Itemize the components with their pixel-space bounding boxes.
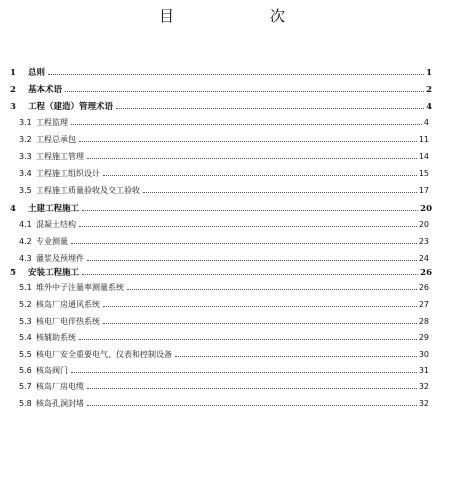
entry-page: 27 — [418, 300, 429, 309]
entry-page: 26 — [420, 268, 432, 278]
dot-leader — [87, 405, 417, 406]
entry-number: 3.2 — [19, 135, 32, 144]
toc-entry-3-2[interactable] — [19, 134, 429, 148]
entry-number: 3.4 — [19, 169, 32, 178]
toc-entry-3-3[interactable] — [19, 151, 429, 165]
toc-entry-5-2[interactable] — [19, 299, 429, 313]
toc-entry-5-5[interactable] — [19, 349, 429, 363]
entry-page: 4 — [423, 118, 429, 127]
entry-number: 5.4 — [19, 333, 32, 342]
entry-number: 4.1 — [19, 220, 32, 229]
toc-entry-5-7[interactable] — [19, 381, 429, 395]
entry-label: 工程施工管理 — [36, 152, 84, 161]
entry-label: 核岛孔洞封堵 — [36, 399, 84, 408]
entry-label: 混凝土结构 — [36, 220, 76, 229]
toc-entry-3-5[interactable] — [19, 185, 429, 199]
entry-number: 3.5 — [19, 186, 32, 195]
entry-label: 工程施工质量验收及交工验收 — [36, 186, 140, 195]
toc-entry-2[interactable] — [10, 83, 432, 97]
entry-label: 土建工程施工 — [28, 204, 80, 214]
dot-leader — [71, 243, 417, 244]
entry-label: 核岛厂房电缆 — [36, 382, 84, 391]
entry-number: 5.6 — [19, 366, 32, 375]
entry-number: 1 — [10, 68, 16, 78]
entry-number: 5.2 — [19, 300, 32, 309]
entry-number: 4.3 — [19, 254, 32, 263]
entry-page: 26 — [418, 283, 429, 292]
dot-leader — [48, 74, 424, 75]
dot-leader — [79, 141, 417, 142]
dot-leader — [143, 192, 417, 193]
toc-entry-5-4[interactable] — [19, 332, 429, 346]
entry-label: 工程（建造）管理术语 — [28, 102, 114, 112]
toc-entry-5-1[interactable] — [19, 282, 429, 296]
dot-leader — [103, 306, 417, 307]
entry-number: 5.1 — [19, 283, 32, 292]
entry-label: 核岛阀门 — [36, 366, 68, 375]
entry-label: 堆外中子注量率测量系统 — [36, 283, 124, 292]
dot-leader — [82, 274, 418, 275]
dot-leader — [87, 388, 417, 389]
toc-entry-1[interactable] — [10, 66, 432, 80]
dot-leader — [87, 158, 417, 159]
dot-leader — [127, 289, 417, 290]
toc-entry-5-8[interactable] — [19, 398, 429, 412]
entry-page: 29 — [418, 333, 429, 342]
entry-label: 核电厂安全重要电气、仪表和控制设备 — [36, 350, 172, 359]
dot-leader — [87, 260, 417, 261]
entry-page: 11 — [418, 135, 429, 144]
toc-entry-4-1[interactable] — [19, 219, 429, 233]
entry-number: 5 — [10, 268, 16, 278]
entry-number: 5.8 — [19, 399, 32, 408]
toc-entry-3[interactable] — [10, 100, 432, 114]
entry-page: 28 — [418, 317, 429, 326]
entry-page: 32 — [418, 382, 429, 391]
toc-entry-3-1[interactable] — [19, 117, 429, 131]
dot-leader — [65, 91, 424, 92]
entry-label: 工程总承包 — [36, 135, 76, 144]
toc-entry-3-4[interactable] — [19, 168, 429, 182]
toc-entry-4-2[interactable] — [19, 236, 429, 250]
dot-leader — [116, 108, 424, 109]
toc-entry-4[interactable] — [10, 202, 432, 216]
entry-label: 灌浆及预埋件 — [36, 254, 84, 263]
dot-leader — [175, 356, 417, 357]
entry-page: 15 — [418, 169, 429, 178]
dot-leader — [82, 210, 418, 211]
dot-leader — [103, 175, 417, 176]
entry-page: 14 — [418, 152, 429, 161]
entry-number: 3.3 — [19, 152, 32, 161]
entry-label: 工程施工组织设计 — [36, 169, 100, 178]
entry-label: 专业测量 — [36, 237, 68, 246]
entry-page: 2 — [426, 85, 432, 95]
entry-label: 总则 — [28, 68, 46, 78]
entry-number: 2 — [10, 85, 16, 95]
entry-page: 20 — [420, 204, 432, 214]
entry-page: 1 — [426, 68, 432, 78]
entry-label: 核岛厂房通风系统 — [36, 300, 100, 309]
entry-number: 5.3 — [19, 317, 32, 326]
toc-entry-5-3[interactable] — [19, 316, 429, 330]
entry-number: 4 — [10, 204, 16, 214]
entry-label: 基本术语 — [28, 85, 63, 95]
entry-page: 31 — [418, 366, 429, 375]
entry-label: 核辅助系统 — [36, 333, 76, 342]
entry-page: 4 — [426, 102, 432, 112]
entry-page: 17 — [418, 186, 429, 195]
page-title: 目 次 — [158, 7, 307, 25]
entry-number: 3 — [10, 102, 16, 112]
entry-number: 4.2 — [19, 237, 32, 246]
dot-leader — [71, 124, 422, 125]
entry-label: 核电厂电伴热系统 — [36, 317, 100, 326]
entry-page: 24 — [418, 254, 429, 263]
toc-entry-5[interactable] — [10, 266, 432, 280]
dot-leader — [103, 323, 417, 324]
entry-label: 工程监理 — [36, 118, 68, 127]
entry-label: 安装工程施工 — [28, 268, 80, 278]
dot-leader — [79, 339, 417, 340]
entry-number: 3.1 — [19, 118, 32, 127]
dot-leader — [79, 226, 417, 227]
dot-leader — [71, 372, 417, 373]
entry-number: 5.7 — [19, 382, 32, 391]
entry-page: 23 — [418, 237, 429, 246]
entry-page: 30 — [418, 350, 429, 359]
entry-number: 5.5 — [19, 350, 32, 359]
toc-entry-4-3[interactable] — [19, 253, 429, 267]
toc-entry-5-6[interactable] — [19, 365, 429, 379]
entry-page: 32 — [418, 399, 429, 408]
entry-page: 20 — [418, 220, 429, 229]
